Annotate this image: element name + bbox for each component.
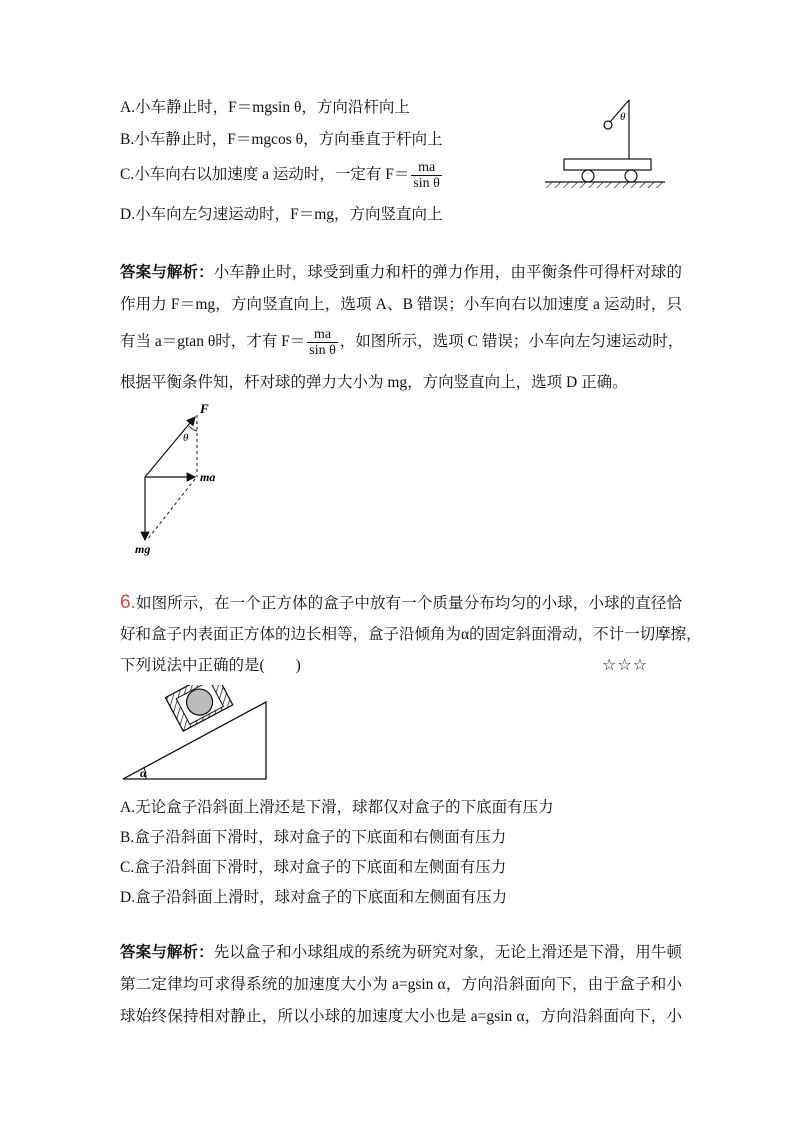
difficulty-stars: ☆☆☆ <box>602 655 649 674</box>
box <box>165 685 232 731</box>
q5-option-c <box>120 160 444 191</box>
diagonal-dashed-line <box>147 479 195 540</box>
cart-wheel-right <box>625 170 637 182</box>
answer-label: 答案与解析： <box>120 264 214 281</box>
cart-theta-label: θ <box>620 111 626 123</box>
q5-answer-line-1 <box>120 262 682 284</box>
fraction-numerator: ma <box>307 327 338 343</box>
q6-question-line-1 <box>120 592 682 615</box>
cart-ball <box>604 121 612 129</box>
force-label-ma: ma <box>200 470 216 484</box>
q6-question-line-3: 下列说法中正确的是( ) <box>120 657 301 674</box>
q6-answer-line-3: 球始终保持相对静止，所以小球的加速度大小也是 a=gsin α，方向沿斜面向下，小 <box>120 1008 682 1025</box>
question-number: 6. <box>120 592 136 613</box>
force-label-f: F <box>200 401 209 416</box>
fraction-denominator: sin θ <box>413 176 440 191</box>
q5-answer-line-4: 根据平衡条件知，杆对球的弹力大小为 mg，方向竖直向上，选项 D 正确。 <box>120 374 628 391</box>
force-label-theta: θ <box>183 432 189 444</box>
cart-figure <box>540 92 670 197</box>
q5-option-a: A.小车静止时，F＝mgsin θ，方向沿杆向上 <box>120 99 410 116</box>
cart-body <box>564 159 651 170</box>
force-label-mg: mg <box>135 542 151 556</box>
question-text: 如图所示，在一个正方体的盒子中放有一个质量分布均匀的小球，小球的直径恰 <box>135 595 682 612</box>
q6-option-b: B.盒子沿斜面下滑时，球对盒子的下底面和右侧面有压力 <box>120 829 507 846</box>
q5-option-d: D.小车向左匀速运动时，F＝mg，方向竖直向上 <box>120 206 443 223</box>
q6-answer-line-2: 第二定律均可求得系统的加速度大小为 a=gsin α，方向沿斜面向下，由于盒子和小 <box>120 976 682 993</box>
answer-fraction <box>307 327 338 358</box>
q6-answer-line-1 <box>120 942 682 964</box>
q5-option-c-text: C.小车向右以加速度 a 运动时，一定有 F＝ <box>120 166 410 184</box>
ground-hatch <box>545 182 665 188</box>
answer-text: ，如图所示，选项 C 错误；小车向左匀速运动时， <box>339 333 684 351</box>
fraction-denominator: sin θ <box>309 343 336 358</box>
resultant-force-arrow <box>145 417 195 477</box>
cart-wheel-left <box>582 170 594 182</box>
answer-text: 小车静止时，球受到重力和杆的弹力作用，由平衡条件可得杆对球的 <box>213 264 682 281</box>
incline-figure <box>118 685 278 785</box>
force-diagram <box>125 395 255 560</box>
answer-text: 先以盒子和小球组成的系统为研究对象，无论上滑还是下滑，用牛顿 <box>213 944 682 961</box>
q6-option-a: A.无论盒子沿斜面上滑还是下滑，球都仅对盒子的下底面有压力 <box>120 799 554 816</box>
q6-option-c: C.盒子沿斜面下滑时，球对盒子的下底面和左侧面有压力 <box>120 859 507 876</box>
fraction-numerator: ma <box>411 160 442 176</box>
q5-option-b: B.小车静止时，F＝mgcos θ，方向垂直于杆向上 <box>120 131 443 148</box>
answer-text: 有当 a＝gtan θ时，才有 F＝ <box>120 333 306 351</box>
q5-answer-line-2: 作用力 F＝mg，方向竖直向上，选项 A、B 错误；小车向右以加速度 a 运动时，只 <box>120 296 682 313</box>
theta-arc <box>189 426 197 431</box>
q5-option-c-fraction <box>411 160 442 191</box>
alpha-label: α <box>140 766 147 780</box>
q6-option-d: D.盒子沿斜面上滑时，球对盒子的下底面和左侧面有压力 <box>120 889 508 906</box>
answer-label: 答案与解析： <box>120 944 214 961</box>
q5-answer-line-3 <box>120 327 682 358</box>
q6-question-line-2: 好和盒子内表面正方体的边长相等，盒子沿倾角为α的固定斜面滑动，不计一切摩擦， <box>120 626 702 643</box>
